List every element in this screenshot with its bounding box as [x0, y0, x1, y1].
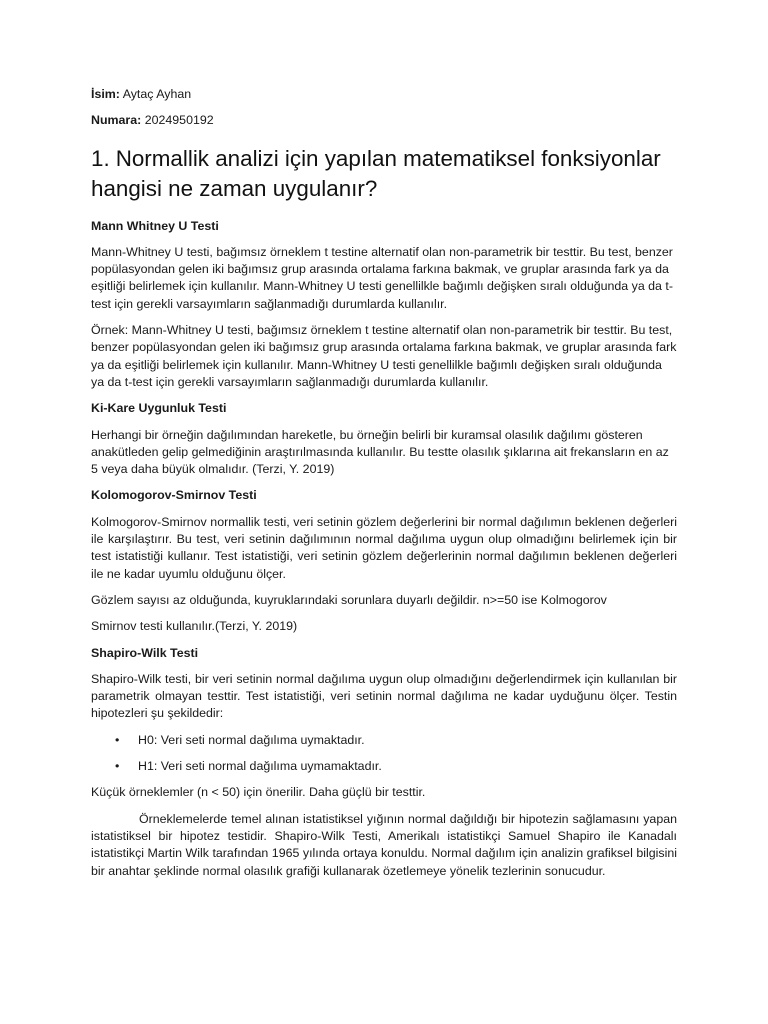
student-name-value: Aytaç Ayhan [122, 87, 192, 101]
hypothesis-h0: H0: Veri seti normal dağılıma uymaktadır. [138, 732, 365, 747]
mann-whitney-paragraph-1: Mann-Whitney U testi, bağımsız örneklem t testine alternatif olan non-parametrik bir testtir. Bu test, benzer popülasyondan gelen iki bağımsız grup arasında ortalama farkına bakmak, ve gruplar arasında fark ya da eşitliği belirlemek için kullanılır. Mann-Whitney U testi genellilkle bağımlı değişken sıralı olduğunda ya da t-test için gerekli varsayımların sağlanmadığı durumlarda kullanılır. [91, 244, 673, 311]
student-number-label: Numara: [91, 113, 142, 128]
bullet-icon: • [115, 759, 120, 774]
document-page [91, 86, 677, 889]
student-number-value: 2024950192 [144, 113, 214, 128]
question-title [91, 144, 677, 204]
kolmogorov-paragraph-3: Smirnov testi kullanılır.(Terzi, Y. 2019) [91, 619, 298, 634]
bullet-icon: • [115, 732, 120, 747]
shapiro-paragraph-3: Örneklemelerde temel alınan istatistiksel yığının normal dağıldığı bir hipotezin sağlamasını yapan istatistiksel bir hipotez testidir. Shapiro-Wilk Testi, Amerikalı istatistikçi Samuel Shapiro ile Kanadalı istatistikçi Martin Wilk tarafından 1965 yılında ortaya konuldu. Normal dağılım için analizin grafiksel bilgisini bir anahtar şeklinde normal olasılık grafiği kullanarak özetlemeye yönelik tezlerinin sonucudur. [91, 811, 677, 878]
section-heading-mann-whitney: Mann Whitney U Testi [91, 218, 219, 233]
section-heading-ki-kare: Ki-Kare Uygunluk Testi [91, 401, 227, 416]
hypothesis-h1: H1: Veri seti normal dağılıma uymamaktadır. [138, 759, 382, 774]
shapiro-paragraph-2: Küçük örneklemler (n < 50) için önerilir. Daha güçlü bir testtir. [91, 785, 426, 800]
ki-kare-paragraph-1: Herhangi bir örneğin dağılımından hareketle, bu örneğin belirli bir kuramsal olasılık dağılımı gösteren anakütleden gelip gelmediğinin araştırılmasında kullanılır. Bu testte olasılık şıklarına ait frekansların en az 5 veya daha büyük olmalıdır. (Terzi, Y. 2019) [91, 427, 669, 477]
kolmogorov-paragraph-1: Kolmogorov-Smirnov normallik testi, veri setinin gözlem değerlerini bir normal dağılımın beklenen değerleri ile karşılaştırır. Bu test, veri setinin dağılımının normal dağılıma uygun olup olmadığını belirlemek için bir test istatistiği kullanır. Test istatistiği, veri setinin gözlem değerlerinin normal dağılımın beklenen değerleri ile ne kadar uyumlu olduğunu ölçer. [91, 514, 677, 581]
kolmogorov-paragraph-2: Gözlem sayısı az olduğunda, kuyruklarındaki sorunlara duyarlı değildir. n>=50 ise Kolmogorov [91, 592, 607, 607]
student-name-line [91, 86, 677, 103]
mann-whitney-paragraph-2: Örnek: Mann-Whitney U testi, bağımsız örneklem t testine alternatif olan non-parametrik bir testtir. Bu test, benzer popülasyondan gelen iki bağımsız grup arasında ortalama farkına bakmak, ve gruplar arasında fark ya da eşitliği belirlemek için kullanılır. Mann-Whitney U testi genellilkle bağımlı değişken sıralı olduğunda ya da t-test için gerekli varsayımların sağlanmadığı durumlarda kullanılır. [91, 323, 677, 389]
list-item [91, 732, 677, 749]
section-heading-kolmogorov: Kolomogorov-Smirnov Testi [91, 488, 257, 503]
question-text: Normallik analizi için yapılan matematiksel fonksiyonlar hangisi ne zaman uygulanır? [91, 145, 661, 201]
student-name-label: İsim: [91, 87, 120, 101]
section-heading-shapiro: Shapiro-Wilk Testi [91, 645, 199, 660]
question-number: 1. [91, 145, 110, 171]
hypothesis-list [91, 732, 677, 776]
list-item [91, 758, 677, 775]
shapiro-paragraph-1: Shapiro-Wilk testi, bir veri setinin normal dağılıma uygun olup olmadığını değerlendirmek için kullanılan bir parametrik olmayan testtir. Test istatistiği, veri setinin normal dağılıma ne kadar uyduğunu ölçer. Testin hipotezleri şu şekildedir: [91, 671, 677, 721]
student-number-line [91, 112, 677, 129]
